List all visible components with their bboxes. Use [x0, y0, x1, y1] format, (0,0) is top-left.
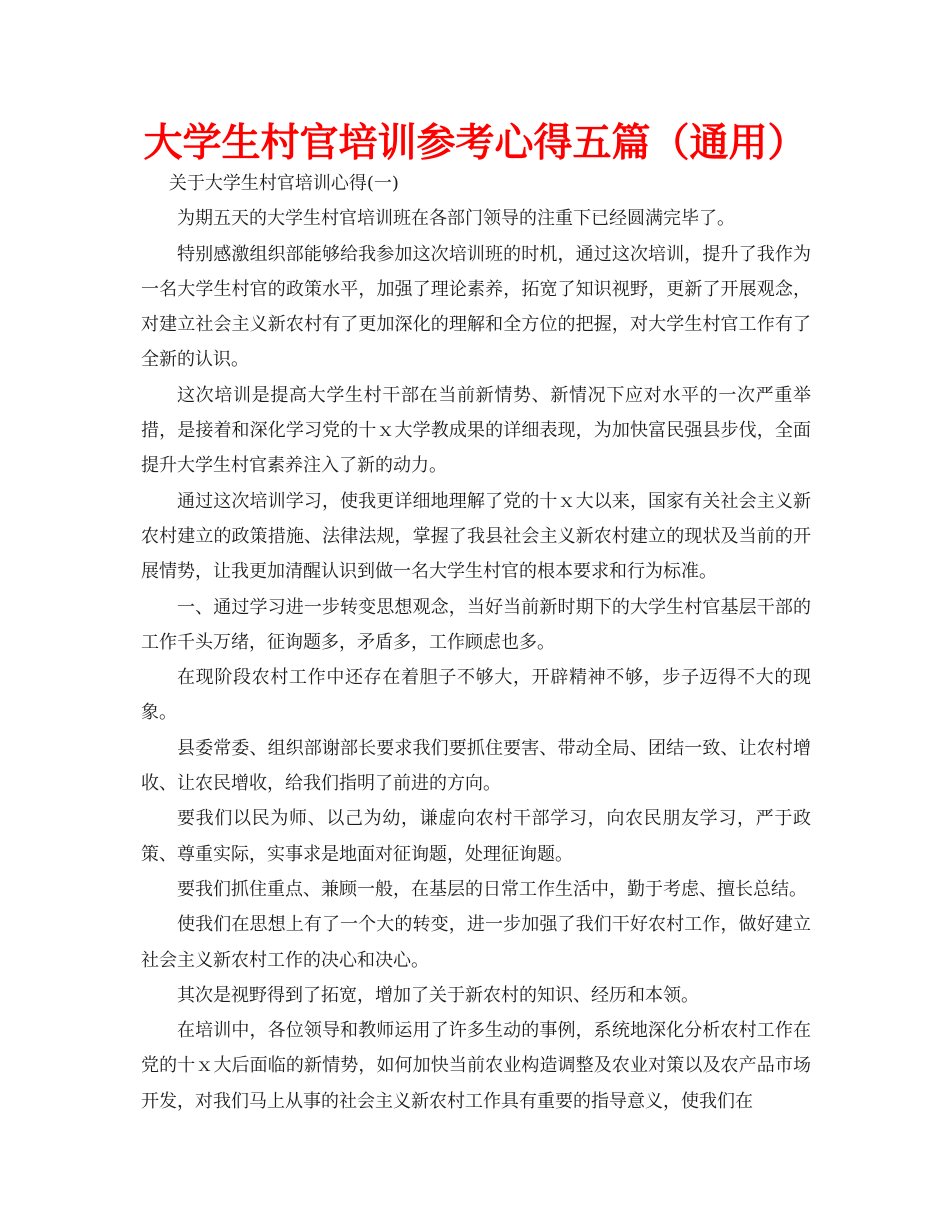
paragraph: 在现阶段农村工作中还存在着胆子不够大，开辟精神不够，步子迈得不大的现象。 [141, 667, 811, 724]
paragraph: 使我们在思想上有了一个大的转变，进一步加强了我们干好农村工作，做好建立社会主义新农村工作的决心和决心。 [141, 914, 811, 971]
paragraph: 在培训中，各位领导和教师运用了许多生动的事例，系统地深化分析农村工作在党的十ｘ大后面临的新情势，如何加快当前农业构造调整及农业对策以及农产品市场开发，对我们马上从事的社会主义新农村工作具有重要的指导意义，使我们在 [141, 1020, 811, 1112]
paragraph: 通过这次培训学习，使我更详细地理解了党的十ｘ大以来，国家有关社会主义新农村建立的政策措施、法律法规，掌握了我县社会主义新农村建立的现状及当前的开展情势，让我更加清醒认识到做一名大学生村官的根本要求和行为标准。 [141, 490, 811, 583]
paragraph: 特别感激组织部能够给我参加这次培训班的时机，通过这次培训，提升了我作为一名大学生村官的政策水平，加强了理论素养，拓宽了知识视野，更新了开展观念，对建立社会主义新农村有了更加深化的理解和全方位的把握，对大学生村官工作有了全新的认识。 [141, 243, 811, 371]
document-body [141, 166, 811, 1119]
paragraph: 其次是视野得到了拓宽，增加了关于新农村的知识、经历和本领。 [177, 984, 699, 1006]
paragraph: 为期五天的大学生村官培训班在各部门领导的注重下已经圆满完毕了。 [177, 208, 735, 230]
paragraph: 这次培训是提高大学生村干部在当前新情势、新情况下应对水平的一次严重举措，是接着和深化学习党的十ｘ大学教成果的详细表现，为加快富民强县步伐，全面提升大学生村官素养注入了新的动力。 [141, 384, 811, 477]
paragraph: 要我们抓住重点、兼顾一般，在基层的日常工作生活中，勤于考虑、擅长总结。 [177, 878, 807, 900]
paragraph: 一、通过学习进一步转变思想观念，当好当前新时期下的大学生村官基层干部的工作千头万绪，征询题多，矛盾多，工作顾虑也多。 [141, 596, 811, 653]
paragraph: 县委常委、组织部谢部长要求我们要抓住要害、带动全局、团结一致、让农村增收、让农民增收，给我们指明了前进的方向。 [141, 737, 811, 795]
document-title: 大学生村官培训参考心得五篇（通用） [143, 121, 807, 166]
paragraph: 要我们以民为师、以己为幼，谦虚向农村干部学习，向农民朋友学习，严于政策、尊重实际，实事求是地面对征询题，处理征询题。 [141, 808, 811, 865]
section-heading: 关于大学生村官培训心得(一) [168, 173, 399, 194]
